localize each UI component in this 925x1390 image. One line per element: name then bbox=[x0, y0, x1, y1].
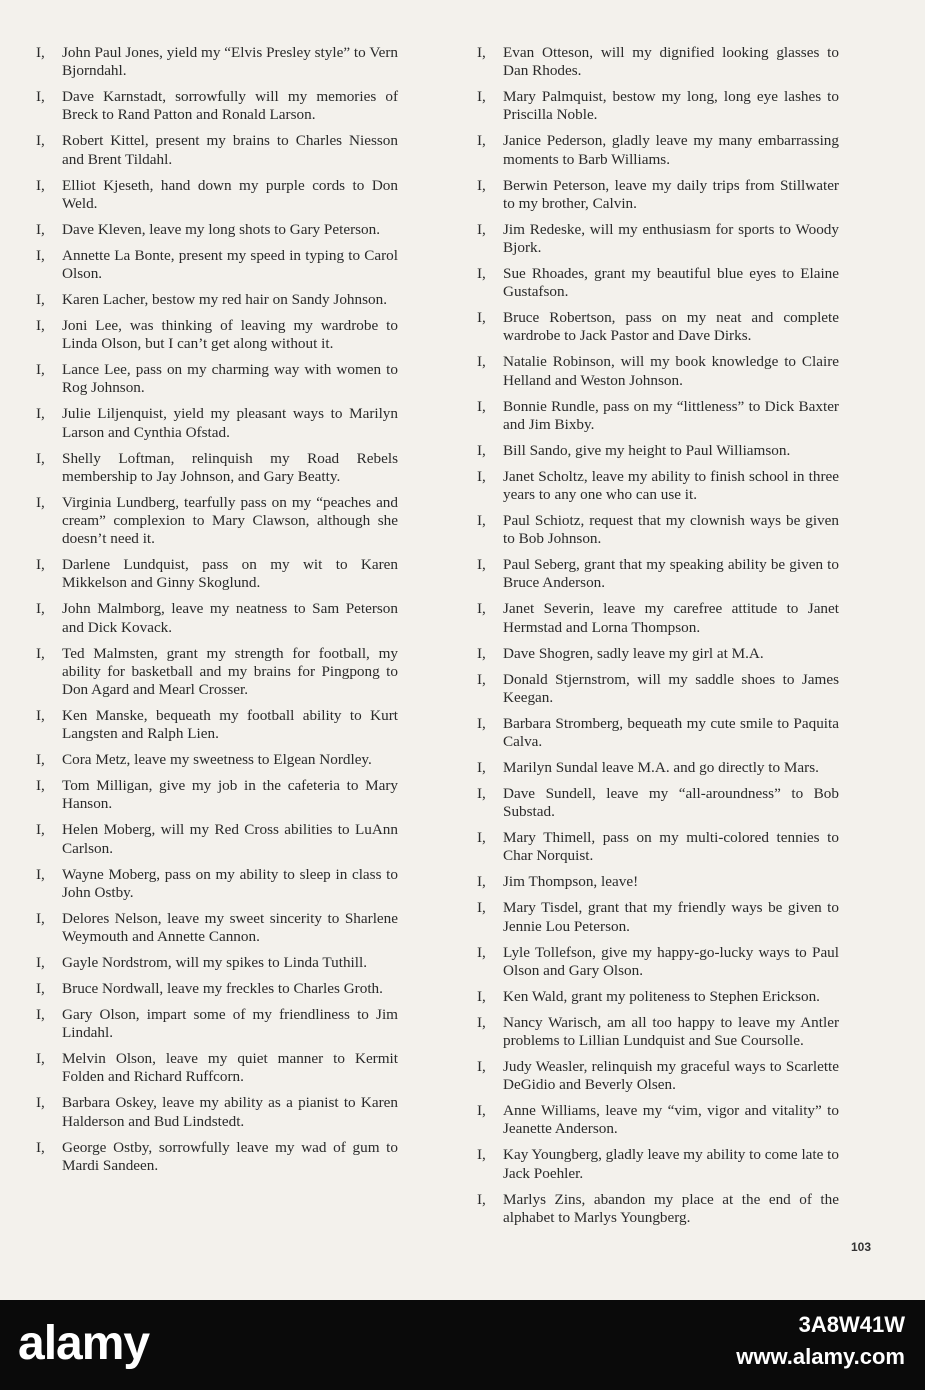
will-entry bbox=[36, 821, 398, 857]
will-entry bbox=[477, 785, 839, 821]
entry-prefix: I, bbox=[36, 1138, 45, 1156]
entry-text: Elliot Kjeseth, hand down my purple cords to Don Weld. bbox=[62, 176, 398, 212]
will-entry bbox=[477, 873, 839, 891]
will-entry bbox=[477, 1058, 839, 1094]
entry-text: Berwin Peterson, leave my daily trips from Stillwater to my brother, Calvin. bbox=[503, 176, 839, 212]
will-entry bbox=[36, 866, 398, 902]
will-entry bbox=[477, 221, 839, 257]
entry-prefix: I, bbox=[36, 361, 45, 379]
will-entry bbox=[477, 1191, 839, 1227]
entry-text: Judy Weasler, relinquish my graceful ways to Scarlette DeGidio and Beverly Olsen. bbox=[503, 1058, 839, 1094]
entry-text: Annette La Bonte, present my speed in typing to Carol Olson. bbox=[62, 246, 398, 283]
entry-text: Shelly Loftman, relinquish my Road Rebels membership to Jay Johnson, and Gary Beatty. bbox=[62, 449, 398, 485]
will-entry bbox=[36, 1006, 398, 1042]
will-entry bbox=[477, 44, 839, 80]
will-entry bbox=[36, 1050, 398, 1086]
entry-prefix: I, bbox=[477, 44, 486, 61]
entry-text: Jim Redeske, will my enthusiasm for sports to Woody Bjork. bbox=[503, 220, 839, 257]
entry-text: Jim Thompson, leave! bbox=[503, 873, 639, 891]
entry-text: Bonnie Rundle, pass on my “littleness” to Dick Baxter and Jim Bixby. bbox=[503, 397, 839, 433]
entry-prefix: I, bbox=[477, 759, 486, 777]
entry-text: Bill Sando, give my height to Paul Williamson. bbox=[503, 441, 791, 459]
entry-prefix: I, bbox=[477, 88, 486, 106]
entry-prefix: I, bbox=[477, 943, 486, 961]
entry-prefix: I, bbox=[477, 556, 486, 574]
will-entry bbox=[477, 1146, 839, 1182]
entry-text: Joni Lee, was thinking of leaving my wardrobe to Linda Olson, but I can’t get along without it. bbox=[62, 317, 398, 353]
left-column bbox=[36, 44, 398, 1183]
entry-text: Melvin Olson, leave my quiet manner to Kermit Folden and Richard Ruffcorn. bbox=[62, 1050, 398, 1086]
will-entry bbox=[477, 671, 839, 707]
entry-prefix: I, bbox=[477, 1190, 486, 1208]
entry-text: Donald Stjernstrom, will my saddle shoes to James Keegan. bbox=[503, 670, 839, 706]
will-entry bbox=[477, 177, 839, 213]
entry-prefix: I, bbox=[36, 449, 45, 467]
entry-prefix: I, bbox=[477, 309, 486, 327]
will-entry bbox=[477, 944, 839, 980]
will-entry bbox=[36, 980, 398, 998]
will-entry bbox=[36, 221, 398, 239]
entry-prefix: I, bbox=[477, 899, 486, 917]
entry-prefix: I, bbox=[36, 954, 45, 972]
entry-text: Janice Pederson, gladly leave my many embarrassing moments to Barb Williams. bbox=[503, 132, 839, 168]
will-entry bbox=[36, 494, 398, 549]
will-entry bbox=[36, 954, 398, 972]
entry-prefix: I, bbox=[477, 441, 486, 459]
will-entry bbox=[36, 707, 398, 743]
entry-text: Dave Shogren, sadly leave my girl at M.A. bbox=[503, 644, 764, 662]
will-entry bbox=[36, 132, 398, 168]
entry-prefix: I, bbox=[477, 220, 486, 238]
will-entry bbox=[477, 899, 839, 935]
entry-text: Marilyn Sundal leave M.A. and go directly to Mars. bbox=[503, 759, 819, 777]
will-entry bbox=[36, 1094, 398, 1130]
entry-text: Tom Milligan, give my job in the cafeteria to Mary Hanson. bbox=[62, 777, 398, 813]
entry-prefix: I, bbox=[36, 493, 45, 511]
entry-prefix: I, bbox=[36, 865, 45, 883]
entry-prefix: I, bbox=[477, 265, 486, 283]
site-url: www.alamy.com bbox=[736, 1344, 905, 1369]
entry-prefix: I, bbox=[477, 467, 486, 485]
entry-text: Ken Wald, grant my politeness to Stephen Erickson. bbox=[503, 987, 820, 1005]
entry-text: Julie Liljenquist, yield my pleasant ways to Marilyn Larson and Cynthia Ofstad. bbox=[62, 405, 398, 441]
image-meta bbox=[736, 1312, 905, 1370]
entry-text: Dave Sundell, leave my “all-aroundness” to Bob Substad. bbox=[503, 785, 839, 821]
entry-prefix: I, bbox=[36, 1050, 45, 1068]
entry-prefix: I, bbox=[36, 777, 45, 795]
entry-prefix: I, bbox=[36, 1094, 45, 1112]
will-entry bbox=[36, 405, 398, 441]
page-number: 103 bbox=[850, 1240, 871, 1254]
entry-text: Evan Otteson, will my dignified looking glasses to Dan Rhodes. bbox=[503, 44, 839, 80]
entry-prefix: I, bbox=[36, 291, 45, 309]
will-entry bbox=[36, 600, 398, 636]
entry-text: Marlys Zins, abandon my place at the end of the alphabet to Marlys Youngberg. bbox=[503, 1190, 839, 1226]
entry-prefix: I, bbox=[477, 1058, 486, 1076]
entry-text: Kay Youngberg, gladly leave my ability to come late to Jack Poehler. bbox=[503, 1146, 839, 1182]
entry-text: Lyle Tollefson, give my happy-go-lucky ways to Paul Olson and Gary Olson. bbox=[503, 943, 839, 979]
will-entry bbox=[477, 88, 839, 124]
will-entry bbox=[477, 988, 839, 1006]
entry-prefix: I, bbox=[36, 246, 45, 264]
entry-text: Robert Kittel, present my brains to Charles Niesson and Brent Tildahl. bbox=[62, 132, 398, 168]
entry-text: Sue Rhoades, grant my beautiful blue eyes to Elaine Gustafson. bbox=[503, 265, 839, 301]
entry-text: Dave Karnstadt, sorrowfully will my memories of Breck to Rand Patton and Ronald Larson. bbox=[62, 88, 398, 124]
right-column bbox=[477, 44, 839, 1235]
entry-prefix: I, bbox=[477, 512, 486, 530]
entry-prefix: I, bbox=[477, 670, 486, 688]
will-entry bbox=[36, 247, 398, 283]
entry-text: Natalie Robinson, will my book knowledge to Claire Helland and Weston Johnson. bbox=[503, 353, 839, 389]
image-id: 3A8W41W bbox=[798, 1312, 905, 1337]
entry-prefix: I, bbox=[477, 714, 486, 732]
entry-text: George Ostby, sorrowfully leave my wad of gum to Mardi Sandeen. bbox=[62, 1138, 398, 1174]
entry-prefix: I, bbox=[36, 176, 45, 194]
entry-prefix: I, bbox=[477, 1146, 486, 1164]
entry-text: Barbara Stromberg, bequeath my cute smile to Paquita Calva. bbox=[503, 714, 839, 751]
will-entry bbox=[477, 556, 839, 592]
will-entry bbox=[477, 132, 839, 168]
entry-prefix: I, bbox=[36, 44, 45, 61]
entry-text: Barbara Oskey, leave my ability as a pianist to Karen Halderson and Bud Lindstedt. bbox=[62, 1094, 398, 1130]
entry-text: Wayne Moberg, pass on my ability to sleep in class to John Ostby. bbox=[62, 865, 398, 901]
entry-prefix: I, bbox=[477, 1102, 486, 1120]
will-entry bbox=[477, 600, 839, 636]
entry-text: Mary Tisdel, grant that my friendly ways be given to Jennie Lou Peterson. bbox=[503, 899, 839, 935]
will-entry bbox=[477, 1014, 839, 1050]
entry-prefix: I, bbox=[36, 821, 45, 839]
entry-text: Janet Scholtz, leave my ability to finish school in three years to any one who can use it. bbox=[503, 467, 839, 504]
will-entry bbox=[36, 361, 398, 397]
will-entry bbox=[36, 291, 398, 309]
entry-prefix: I, bbox=[36, 909, 45, 927]
entry-text: Cora Metz, leave my sweetness to Elgean Nordley. bbox=[62, 751, 372, 769]
will-entry bbox=[477, 442, 839, 460]
will-entry bbox=[477, 759, 839, 777]
entry-text: Nancy Warisch, am all too happy to leave my Antler problems to Lillian Lundquist and Sue Coursolle. bbox=[503, 1013, 839, 1050]
entry-prefix: I, bbox=[36, 220, 45, 238]
entry-prefix: I, bbox=[36, 707, 45, 725]
will-entry bbox=[36, 450, 398, 486]
entry-text: Paul Schiotz, request that my clownish ways be given to Bob Johnson. bbox=[503, 512, 839, 548]
entry-prefix: I, bbox=[477, 1013, 486, 1031]
entry-text: Bruce Nordwall, leave my freckles to Charles Groth. bbox=[62, 980, 383, 998]
watermark-banner bbox=[0, 1300, 925, 1390]
entry-text: Virginia Lundberg, tearfully pass on my “peaches and cream” complexion to Mary Clawson, although she doesn’t need it. bbox=[62, 493, 398, 548]
will-entry bbox=[477, 265, 839, 301]
will-entry bbox=[36, 751, 398, 769]
entry-prefix: I, bbox=[477, 785, 486, 803]
entry-prefix: I, bbox=[36, 600, 45, 618]
entry-text: Mary Palmquist, bestow my long, long eye lashes to Priscilla Noble. bbox=[503, 88, 839, 124]
entry-text: Gary Olson, impart some of my friendliness to Jim Lindahl. bbox=[62, 1006, 398, 1042]
entry-text: Ted Malmsten, grant my strength for football, my ability for basketball and my brains for Pingpong to Don Agard and Mearl Crosser. bbox=[62, 644, 398, 699]
entry-prefix: I, bbox=[477, 176, 486, 194]
will-entry bbox=[36, 556, 398, 592]
will-entry bbox=[477, 398, 839, 434]
entry-prefix: I, bbox=[477, 829, 486, 847]
entry-prefix: I, bbox=[36, 751, 45, 769]
entry-text: Anne Williams, leave my “vim, vigor and vitality” to Jeanette Anderson. bbox=[503, 1102, 839, 1138]
entry-text: John Paul Jones, yield my “Elvis Presley style” to Vern Bjorndahl. bbox=[62, 44, 398, 80]
entry-text: Lance Lee, pass on my charming way with women to Rog Johnson. bbox=[62, 361, 398, 397]
entry-prefix: I, bbox=[477, 644, 486, 662]
will-entry bbox=[36, 44, 398, 80]
entry-prefix: I, bbox=[36, 980, 45, 998]
entry-prefix: I, bbox=[36, 556, 45, 574]
entry-prefix: I, bbox=[477, 873, 486, 891]
entry-text: Gayle Nordstrom, will my spikes to Linda Tuthill. bbox=[62, 954, 368, 972]
entry-prefix: I, bbox=[477, 397, 486, 415]
entry-text: John Malmborg, leave my neatness to Sam Peterson and Dick Kovack. bbox=[62, 600, 398, 636]
alamy-logo: alamy bbox=[18, 1317, 150, 1370]
will-entry bbox=[477, 309, 839, 345]
will-entry bbox=[477, 353, 839, 389]
entry-prefix: I, bbox=[477, 600, 486, 618]
entry-text: Janet Severin, leave my carefree attitude to Janet Hermstad and Lorna Thompson. bbox=[503, 600, 839, 636]
entry-prefix: I, bbox=[36, 317, 45, 335]
will-entry bbox=[477, 829, 839, 865]
entry-text: Darlene Lundquist, pass on my wit to Karen Mikkelson and Ginny Skoglund. bbox=[62, 556, 398, 592]
entry-text: Paul Seberg, grant that my speaking ability be given to Bruce Anderson. bbox=[503, 556, 839, 592]
will-entry bbox=[36, 645, 398, 700]
will-entry bbox=[36, 177, 398, 213]
will-entry bbox=[477, 645, 839, 663]
entry-text: Bruce Robertson, pass on my neat and complete wardrobe to Jack Pastor and Dave Dirks. bbox=[503, 309, 839, 345]
entry-text: Delores Nelson, leave my sweet sincerity to Sharlene Weymouth and Annette Cannon. bbox=[62, 909, 398, 946]
entry-prefix: I, bbox=[36, 1006, 45, 1024]
entry-prefix: I, bbox=[477, 353, 486, 371]
entry-prefix: I, bbox=[36, 644, 45, 662]
will-entry bbox=[36, 317, 398, 353]
will-entry bbox=[36, 1139, 398, 1175]
entry-text: Ken Manske, bequeath my football ability to Kurt Langsten and Ralph Lien. bbox=[62, 707, 398, 743]
will-entry bbox=[477, 468, 839, 504]
entry-text: Dave Kleven, leave my long shots to Gary Peterson. bbox=[62, 220, 381, 238]
entry-prefix: I, bbox=[36, 88, 45, 106]
entry-text: Helen Moberg, will my Red Cross abilities to LuAnn Carlson. bbox=[62, 821, 398, 857]
will-entry bbox=[36, 910, 398, 946]
will-entry bbox=[477, 512, 839, 548]
will-entry bbox=[477, 715, 839, 751]
entry-prefix: I, bbox=[477, 132, 486, 150]
entry-prefix: I, bbox=[36, 405, 45, 423]
entry-prefix: I, bbox=[477, 987, 486, 1005]
will-entry bbox=[36, 88, 398, 124]
entry-prefix: I, bbox=[36, 132, 45, 150]
entry-text: Karen Lacher, bestow my red hair on Sandy Johnson. bbox=[62, 291, 387, 309]
will-entry bbox=[36, 777, 398, 813]
will-entry bbox=[477, 1102, 839, 1138]
entry-text: Mary Thimell, pass on my multi-colored tennies to Char Norquist. bbox=[503, 829, 839, 865]
